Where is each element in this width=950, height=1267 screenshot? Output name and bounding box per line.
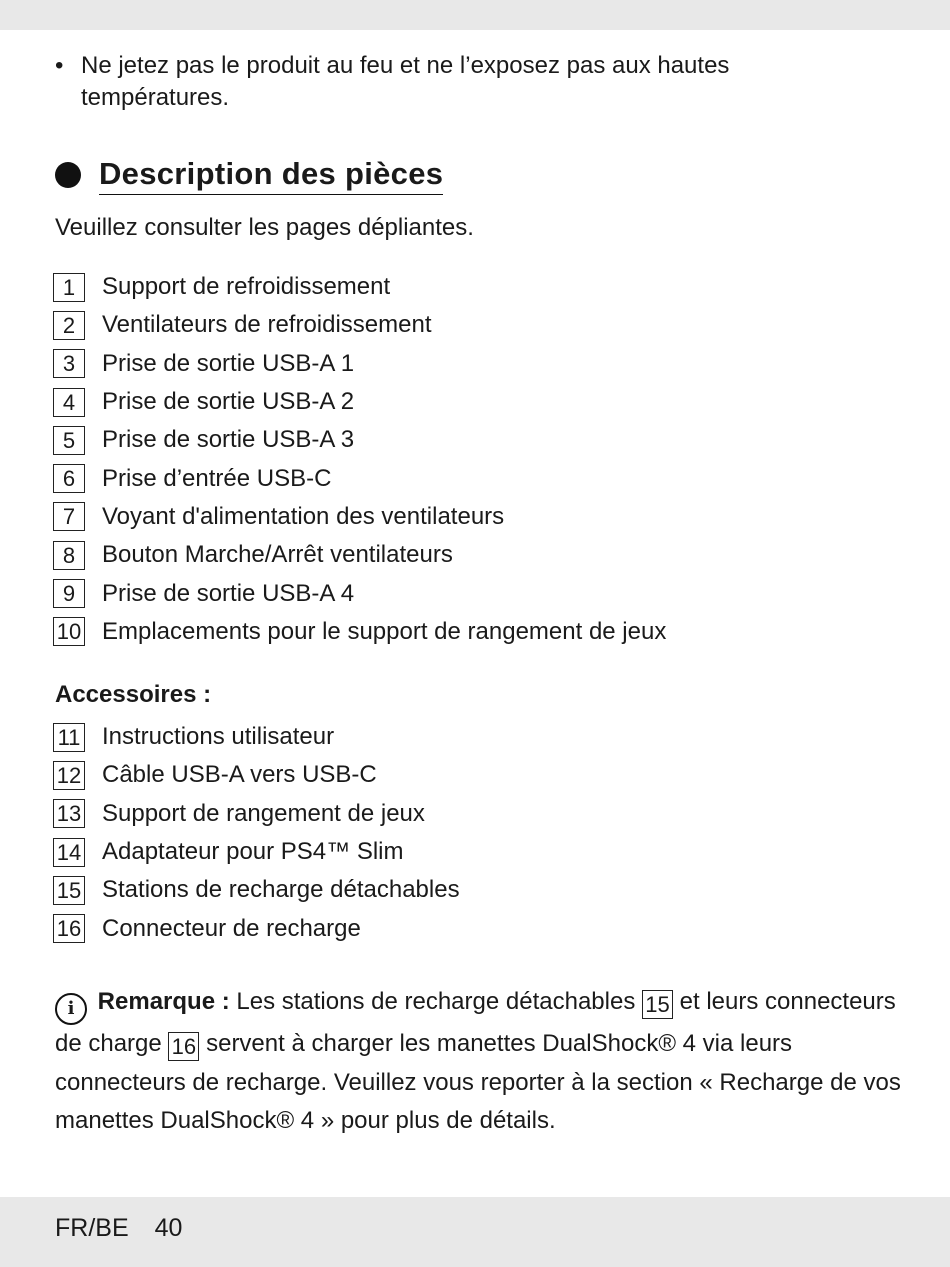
accessory-label: Connecteur de recharge bbox=[102, 914, 361, 942]
part-number: 10 bbox=[53, 617, 85, 646]
accessory-label: Câble USB-A vers USB-C bbox=[102, 761, 377, 789]
section-title: Description des pièces bbox=[99, 155, 443, 195]
accessory-number: 15 bbox=[53, 876, 85, 905]
accessory-number: 16 bbox=[53, 914, 85, 943]
part-item bbox=[53, 345, 666, 383]
accessories-list bbox=[53, 718, 460, 948]
part-number: 1 bbox=[53, 273, 85, 302]
info-icon: i bbox=[55, 993, 87, 1025]
accessory-item bbox=[53, 718, 460, 756]
accessory-label: Instructions utilisateur bbox=[102, 723, 335, 751]
note-text-3: servent à charger les manettes DualShock® 4 via leurs connecteurs de recharge. Veuillez vous reporter à la section « Recharge de vos manettes DualShock® 4 » pour plus de détails. bbox=[55, 1030, 901, 1134]
accessory-number: 14 bbox=[53, 838, 85, 867]
part-item bbox=[53, 536, 666, 574]
part-item bbox=[53, 268, 666, 306]
heading-bullet-icon bbox=[55, 162, 81, 188]
footer-locale: FR/BE bbox=[55, 1214, 129, 1242]
part-label: Bouton Marche/Arrêt ventilateurs bbox=[102, 541, 453, 569]
warning-bullet bbox=[55, 50, 815, 114]
part-number: 6 bbox=[53, 464, 85, 493]
page-number: 40 bbox=[154, 1214, 183, 1242]
part-item bbox=[53, 574, 666, 612]
part-item bbox=[53, 383, 666, 421]
part-item bbox=[53, 459, 666, 497]
note-reference-16: 16 bbox=[168, 1032, 199, 1061]
accessory-label: Support de rangement de jeux bbox=[102, 799, 425, 827]
accessory-item bbox=[53, 795, 460, 833]
part-label: Prise de sortie USB-A 4 bbox=[102, 579, 355, 607]
part-label: Voyant d'alimentation des ventilateurs bbox=[102, 502, 505, 530]
accessory-label: Stations de recharge détachables bbox=[102, 876, 460, 904]
note-text-2: et leurs connecteurs de charge bbox=[55, 988, 896, 1057]
page-footer bbox=[55, 1212, 182, 1244]
section-intro: Veuillez consulter les pages dépliantes. bbox=[55, 214, 474, 241]
part-label: Emplacements pour le support de rangement de jeux bbox=[102, 617, 667, 645]
part-number: 4 bbox=[53, 388, 85, 417]
note-text-1: Les stations de recharge détachables bbox=[229, 988, 642, 1015]
accessory-item bbox=[53, 756, 460, 794]
note-paragraph bbox=[55, 983, 905, 1141]
part-label: Ventilateurs de refroidissement bbox=[102, 311, 432, 339]
bullet-symbol: • bbox=[55, 52, 64, 79]
part-number: 7 bbox=[53, 502, 85, 531]
note-label: Remarque : bbox=[97, 988, 230, 1015]
bullet-text: Ne jetez pas le produit au feu et ne l’exposez pas aux hautes températures. bbox=[81, 52, 730, 111]
accessory-number: 11 bbox=[53, 723, 85, 752]
section-heading bbox=[55, 155, 443, 195]
accessory-item bbox=[53, 871, 460, 909]
part-label: Support de refroidissement bbox=[102, 273, 391, 301]
part-item bbox=[53, 421, 666, 459]
part-number: 5 bbox=[53, 426, 85, 455]
part-label: Prise de sortie USB-A 2 bbox=[102, 388, 355, 416]
part-label: Prise d’entrée USB-C bbox=[102, 464, 332, 492]
part-item bbox=[53, 306, 666, 344]
part-item bbox=[53, 613, 666, 651]
accessory-number: 13 bbox=[53, 799, 85, 828]
accessory-item bbox=[53, 909, 460, 947]
page-top-band bbox=[0, 0, 950, 30]
accessory-item bbox=[53, 833, 460, 871]
part-label: Prise de sortie USB-A 3 bbox=[102, 426, 355, 454]
part-number: 2 bbox=[53, 311, 85, 340]
accessory-number: 12 bbox=[53, 761, 85, 790]
part-number: 9 bbox=[53, 579, 85, 608]
part-label: Prise de sortie USB-A 1 bbox=[102, 349, 355, 377]
note-reference-15: 15 bbox=[642, 990, 673, 1019]
part-number: 8 bbox=[53, 541, 85, 570]
parts-list bbox=[53, 268, 666, 651]
accessories-title: Accessoires : bbox=[55, 681, 212, 708]
accessory-label: Adaptateur pour PS4™ Slim bbox=[102, 838, 404, 866]
part-item bbox=[53, 498, 666, 536]
part-number: 3 bbox=[53, 349, 85, 378]
